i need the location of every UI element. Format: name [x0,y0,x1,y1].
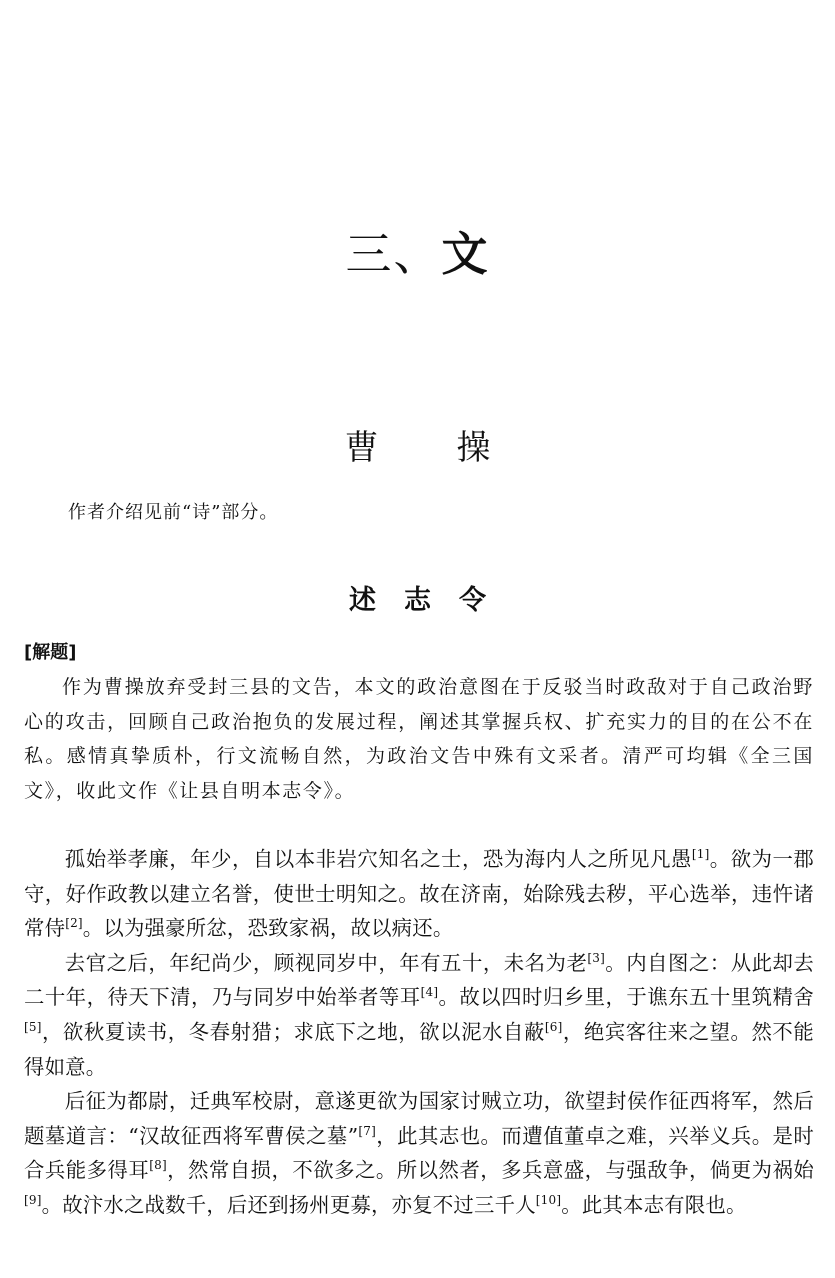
footnote-ref-4[interactable]: [4] [420,985,439,1000]
explanation-tag: [解题] [24,642,77,663]
main-text [24,842,814,1223]
paragraph-1 [24,842,814,946]
text-span: 。内自图之：从此却去二十年，待天下清，乃与同岁中始举者等耳 [24,950,815,1010]
text-span: 去官之后，年纪尚少，顾视同岁中，年有五十，未名为老 [64,950,588,975]
footnote-ref-9[interactable]: [9] [24,1193,42,1208]
footnote-ref-8[interactable]: [8] [149,1158,167,1173]
footnote-ref-1[interactable]: [1] [691,847,710,862]
explanation-text [24,670,814,808]
text-span: 后征为都尉，迁典军校尉，意遂更欲为国家讨贼立功，欲望封侯作征西将军，然后题墓道言：“汉故征西将军曹侯之墓” [24,1089,814,1148]
text-span: ，此其志也。而遭值董卓之难，兴举义兵。是时合兵能多得耳 [24,1123,815,1183]
work-title [0,578,835,617]
text-span: 。欲为一郡守，好作政教以建立名誉，使世士明知之。故在济南，始除残去秽，平心选举，违忤诸常侍 [24,847,814,941]
text-span: 。以为强豪所忿，恐致家祸，故以病还。 [82,916,454,941]
footnote-ref-7[interactable]: [7] [358,1123,376,1138]
footnote-ref-10[interactable]: [10] [535,1193,562,1208]
text-span: 孤始举孝廉，年少，自以本非岩穴知名之士，恐为海内人之所见凡愚 [64,847,692,871]
section-number: 三、 [345,227,442,281]
author-name-char-1: 曹 [344,428,379,468]
text-span: ，然常自损，不欲多之。所以然者，多兵意盛，与强敌争，倘更为祸始 [166,1158,815,1183]
author-name-char-2: 操 [456,428,491,468]
section-heading [0,218,835,284]
work-title-char-1: 述 [349,585,376,616]
explanation-paragraph: 作为曹操放弃受封三县的文告，本文的政治意图在于反驳当时政敌对于自己政治野心的攻击，回顾自己政治抱负的发展过程，阐述其掌握兵权、扩充实力的目的在公不在私。感情真挚质朴，行文流畅自然，为政治文告中殊有文采者。清严可均辑《全三国文》，收此文作《让县自明本志令》。 [24,676,814,802]
paragraph-2 [24,946,814,1084]
text-span: 。此其本志有限也。 [561,1192,747,1217]
author-note: 作者介绍见前“诗”部分。 [68,502,279,523]
footnote-ref-6[interactable]: [6] [544,1020,563,1035]
author-heading [0,420,835,469]
text-span: 。故汴水之战数千，后还到扬州更募，亦复不过三千人 [41,1192,536,1217]
section-name: 文 [441,227,490,281]
footnote-ref-5[interactable]: [5] [24,1020,42,1035]
paragraph-3 [24,1084,814,1222]
work-title-char-2: 志 [404,585,431,616]
text-span: ，欲秋夏读书，冬春射猎；求底下之地，欲以泥水自蔽 [41,1019,545,1044]
footnote-ref-2[interactable]: [2] [65,916,83,931]
footnote-ref-3[interactable]: [3] [587,950,605,965]
text-span: 。故以四时归乡里，于谯东五十里筑精舍 [438,985,814,1010]
text-span: ，绝宾客往来之望。然不能得如意。 [24,1019,814,1079]
work-title-char-3: 令 [459,585,486,616]
